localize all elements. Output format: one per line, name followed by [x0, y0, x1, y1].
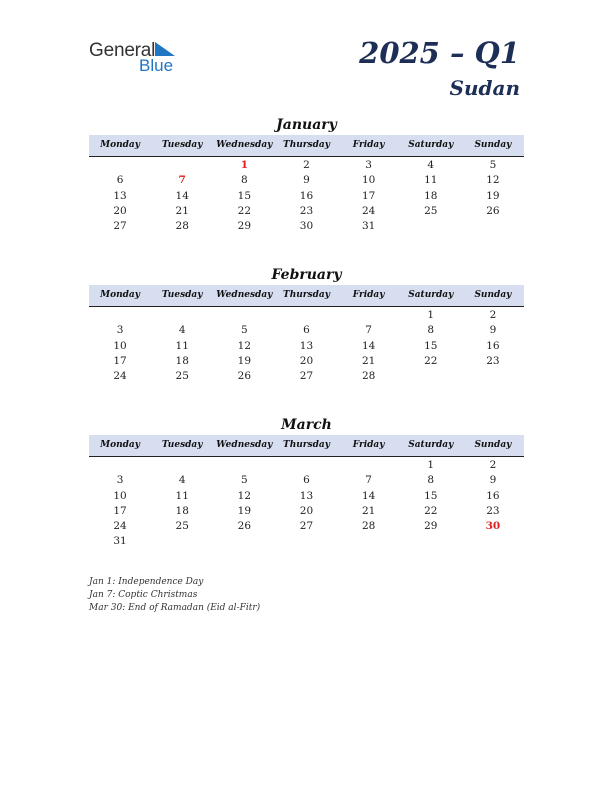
weekday-label: Friday — [352, 140, 385, 150]
week-row — [89, 519, 524, 534]
empty-day-cell — [338, 534, 400, 549]
page-title: 2025 – Q1 — [359, 36, 520, 70]
day-cell: 31 — [361, 220, 376, 233]
week-row — [89, 489, 524, 504]
day-cell: 18 — [175, 504, 189, 517]
day-cell: 27 — [299, 520, 314, 533]
logo-triangle-icon — [153, 41, 177, 57]
day-cell: 13 — [299, 489, 314, 502]
day-cell: 20 — [113, 204, 127, 217]
day-cell: 4 — [427, 159, 435, 171]
day-cell: 12 — [486, 174, 500, 187]
day-cell: 21 — [361, 354, 376, 367]
day-cell: 18 — [424, 189, 438, 202]
day-cell: 11 — [424, 174, 438, 187]
week-row — [89, 369, 524, 384]
day-cell: 24 — [113, 520, 127, 533]
weekday-label: Saturday — [408, 440, 454, 450]
weekday-label: Sunday — [474, 290, 512, 300]
day-cell: 20 — [299, 354, 314, 367]
week-row — [89, 504, 524, 519]
day-cell: 18 — [175, 354, 189, 367]
day-cell: 25 — [175, 520, 189, 533]
day-cell: 8 — [427, 324, 435, 337]
holiday-note: Mar 30: End of Ramadan (Eid al-Fitr) — [89, 603, 261, 613]
day-cell: 3 — [116, 324, 124, 337]
month-calendar-january — [89, 116, 524, 234]
empty-day-cell — [338, 458, 400, 473]
day-cell: 7 — [178, 174, 186, 187]
logo-text-general: General — [89, 40, 156, 61]
weekday-label: Wednesday — [216, 440, 273, 450]
week-row — [89, 158, 524, 173]
day-cell: 27 — [113, 220, 127, 233]
day-cell: 23 — [299, 204, 314, 217]
day-cell: 1 — [427, 459, 435, 471]
holiday-note: Jan 7: Coptic Christmas — [89, 590, 198, 600]
weekday-label: Wednesday — [216, 290, 273, 300]
month-name: March — [281, 417, 332, 433]
empty-day-cell — [151, 458, 213, 473]
day-cell: 21 — [175, 204, 189, 217]
day-cell: 17 — [113, 354, 127, 367]
day-cell: 29 — [424, 520, 438, 533]
day-cell: 22 — [424, 354, 438, 367]
day-cell: 30 — [485, 520, 501, 533]
day-cell: 24 — [113, 370, 127, 383]
weekday-label: Monday — [100, 440, 140, 450]
day-cell: 19 — [486, 189, 500, 202]
month-calendar-march — [89, 416, 524, 550]
day-cell: 5 — [241, 474, 248, 487]
day-cell: 11 — [175, 339, 189, 352]
month-name: February — [271, 267, 342, 283]
empty-day-cell — [151, 308, 213, 323]
day-cell: 28 — [361, 370, 376, 383]
day-cell: 3 — [365, 159, 372, 171]
day-cell: 25 — [424, 204, 438, 217]
weekday-label: Tuesday — [161, 440, 203, 450]
day-cell: 19 — [237, 354, 252, 367]
day-cell: 1 — [427, 309, 435, 321]
day-cell: 21 — [361, 504, 376, 517]
day-cell: 15 — [237, 189, 252, 202]
empty-day-cell — [213, 534, 275, 549]
empty-day-cell — [400, 219, 462, 234]
day-cell: 12 — [237, 339, 252, 352]
day-cell: 13 — [113, 189, 127, 202]
day-cell: 3 — [116, 474, 124, 487]
day-cell: 7 — [365, 474, 372, 487]
day-cell: 31 — [113, 535, 127, 548]
empty-day-cell — [338, 308, 400, 323]
day-cell: 10 — [113, 489, 127, 502]
day-cell: 10 — [113, 339, 127, 352]
empty-day-cell — [151, 158, 213, 173]
day-cell: 22 — [237, 204, 252, 217]
weekday-header-row — [89, 285, 524, 307]
holiday-note: Jan 1: Independence Day — [89, 577, 204, 587]
day-cell: 14 — [361, 339, 376, 352]
week-row — [89, 339, 524, 354]
empty-day-cell — [275, 308, 337, 323]
day-cell: 5 — [489, 159, 497, 171]
week-row — [89, 458, 524, 473]
empty-day-cell — [89, 458, 151, 473]
day-cell: 6 — [116, 174, 124, 187]
day-cell: 22 — [424, 504, 438, 517]
weekday-label: Sunday — [474, 140, 512, 150]
weekday-label: Friday — [352, 440, 385, 450]
day-cell: 28 — [175, 220, 189, 233]
day-cell: 7 — [365, 324, 372, 337]
day-cell: 10 — [361, 174, 376, 187]
logo — [89, 40, 174, 75]
day-cell: 16 — [486, 489, 500, 502]
empty-day-cell — [462, 219, 524, 234]
day-cell: 15 — [424, 489, 438, 502]
month-name: January — [276, 117, 337, 133]
empty-day-cell — [89, 158, 151, 173]
day-cell: 5 — [241, 324, 248, 337]
day-cell: 26 — [237, 520, 252, 533]
week-row — [89, 219, 524, 234]
day-cell: 4 — [178, 474, 186, 487]
day-cell: 17 — [361, 189, 376, 202]
empty-day-cell — [89, 308, 151, 323]
day-cell: 9 — [303, 174, 310, 187]
country-name: Sudan — [449, 76, 520, 100]
week-row — [89, 204, 524, 219]
day-cell: 15 — [424, 339, 438, 352]
day-cell: 23 — [486, 354, 500, 367]
day-cell: 2 — [489, 309, 497, 321]
weekday-label: Wednesday — [216, 140, 273, 150]
weekday-label: Saturday — [408, 290, 454, 300]
day-cell: 2 — [489, 459, 497, 471]
weekday-label: Friday — [352, 290, 385, 300]
day-cell: 25 — [175, 370, 189, 383]
empty-day-cell — [151, 534, 213, 549]
empty-day-cell — [462, 534, 524, 549]
weekday-header-row — [89, 435, 524, 457]
weekday-label: Thursday — [283, 140, 330, 150]
day-cell: 2 — [303, 159, 310, 171]
day-cell: 8 — [241, 174, 248, 187]
weekday-label: Thursday — [283, 290, 330, 300]
day-cell: 14 — [361, 489, 376, 502]
empty-day-cell — [275, 458, 337, 473]
week-row — [89, 473, 524, 488]
day-cell: 28 — [361, 520, 376, 533]
day-cell: 8 — [427, 474, 435, 487]
day-cell: 19 — [237, 504, 252, 517]
empty-day-cell — [400, 534, 462, 549]
day-cell: 4 — [178, 324, 186, 337]
empty-day-cell — [462, 369, 524, 384]
logo-text-blue: Blue — [139, 56, 174, 75]
day-cell: 30 — [299, 220, 314, 233]
weekday-label: Monday — [100, 140, 140, 150]
week-row — [89, 323, 524, 338]
empty-day-cell — [213, 458, 275, 473]
day-cell: 11 — [175, 489, 189, 502]
day-cell: 29 — [237, 220, 252, 233]
day-cell: 9 — [489, 474, 497, 487]
day-cell: 16 — [486, 339, 500, 352]
day-cell: 13 — [299, 339, 314, 352]
week-row — [89, 354, 524, 369]
weekday-label: Sunday — [474, 440, 512, 450]
week-row — [89, 173, 524, 188]
empty-day-cell — [275, 534, 337, 549]
day-cell: 27 — [299, 370, 314, 383]
day-cell: 20 — [299, 504, 314, 517]
weekday-label: Monday — [100, 290, 140, 300]
week-row — [89, 189, 524, 204]
day-cell: 16 — [299, 189, 314, 202]
empty-day-cell — [400, 369, 462, 384]
weekday-label: Tuesday — [161, 140, 203, 150]
week-row — [89, 308, 524, 323]
weekday-label: Tuesday — [161, 290, 203, 300]
day-cell: 26 — [486, 204, 500, 217]
day-cell: 14 — [175, 189, 189, 202]
day-cell: 9 — [489, 324, 497, 337]
weekday-label: Saturday — [408, 140, 454, 150]
day-cell: 26 — [237, 370, 252, 383]
day-cell: 24 — [361, 204, 376, 217]
day-cell: 12 — [237, 489, 252, 502]
holiday-notes — [89, 576, 260, 615]
day-cell: 1 — [240, 159, 248, 171]
month-calendar-february — [89, 266, 524, 384]
week-row — [89, 534, 524, 549]
weekday-label: Thursday — [283, 440, 330, 450]
day-cell: 17 — [113, 504, 127, 517]
day-cell: 23 — [486, 504, 500, 517]
day-cell: 6 — [303, 474, 310, 487]
weekday-header-row — [89, 135, 524, 157]
day-cell: 6 — [303, 324, 310, 337]
empty-day-cell — [213, 308, 275, 323]
